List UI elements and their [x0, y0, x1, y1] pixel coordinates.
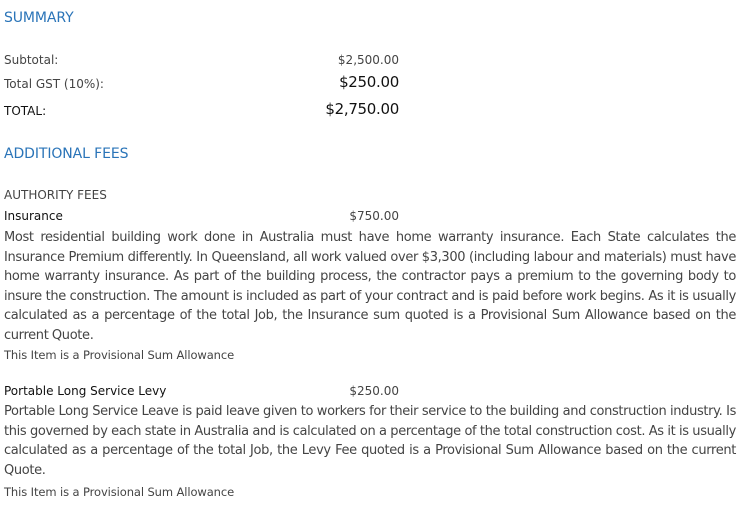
gst-value: $250.00 — [339, 73, 399, 91]
fee-note-insurance: This Item is a Provisional Sum Allowance — [4, 348, 235, 362]
fee-description-insurance: Most residential building work done in Australia must have home warranty insurance. Each State calculates the Insurance Premium differently. In Queensland, all work valued over $3,300 (including labour and materials) must have home warranty insurance. As part of the building process, the contractor pays a premium to the governing body to insure the construction. The amount is included as part of your contract and is paid before work begins. As it is usually calculated as a percentage of the total Job, the Insurance sum quoted is a Provisional Sum Allowance based on the current Quote. — [4, 230, 736, 343]
gst-row — [4, 72, 399, 94]
fee-title-insurance: Insurance — [4, 209, 63, 223]
total-label: TOTAL: — [4, 104, 47, 118]
subtotal-row — [4, 48, 399, 70]
fee-amount-long-service-levy: $250.00 — [349, 384, 399, 398]
authority-fees-heading: AUTHORITY FEES — [4, 188, 107, 202]
fee-title-long-service-levy: Portable Long Service Levy — [4, 384, 167, 398]
summary-heading: SUMMARY — [4, 10, 74, 26]
additional-fees-heading: ADDITIONAL FEES — [4, 146, 129, 162]
subtotal-label: Subtotal: — [4, 53, 59, 67]
subtotal-value: $2,500.00 — [337, 53, 399, 67]
fee-note-long-service-levy: This Item is a Provisional Sum Allowance — [4, 485, 235, 499]
gst-label: Total GST (10%): — [4, 77, 104, 91]
fee-amount-insurance: $750.00 — [349, 209, 399, 223]
total-value: $2,750.00 — [325, 100, 399, 118]
fee-description-long-service-levy: Portable Long Service Leave is paid leave given to workers for their service to the building and construction industry. Is this governed by each state in Australia and is calculated on a percentage of the total construction cost. As it is usually calculated as a percentage of the total Job, the Levy Fee quoted is a Provisional Sum Allowance based on the current Quote. — [4, 404, 736, 478]
total-row — [4, 99, 399, 121]
